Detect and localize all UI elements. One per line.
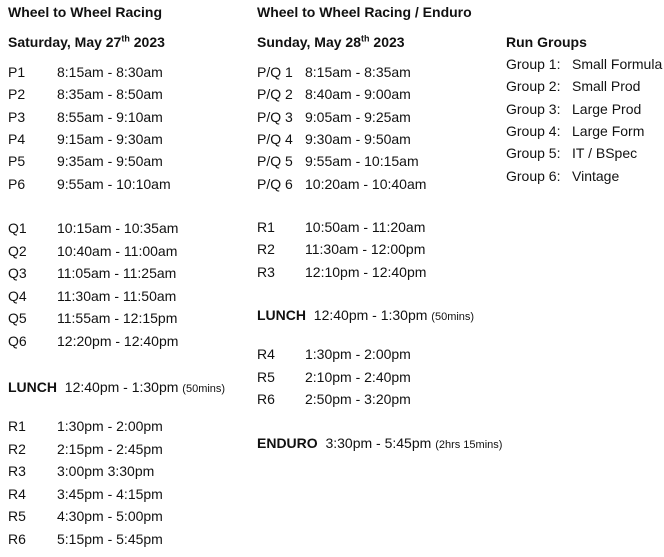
session-time: 8:15am - 8:30am bbox=[57, 64, 163, 80]
session-time: 9:55am - 10:15am bbox=[305, 153, 419, 170]
session-label: Q4 bbox=[8, 287, 27, 304]
session-label: R6 bbox=[257, 391, 275, 408]
schedule-row bbox=[8, 242, 178, 259]
schedule-row bbox=[257, 368, 411, 385]
schedule-row bbox=[257, 175, 427, 192]
session-time: 3:00pm 3:30pm bbox=[57, 463, 155, 480]
session-label: Q3 bbox=[8, 265, 27, 282]
session-time: 4:30pm - 5:00pm bbox=[57, 508, 163, 525]
schedule-row bbox=[8, 485, 163, 502]
schedule-row bbox=[8, 108, 163, 125]
session-time: 11:30am - 11:50am bbox=[57, 287, 177, 304]
session-label: R5 bbox=[8, 508, 26, 525]
schedule-row bbox=[257, 153, 419, 170]
saturday-title: Wheel to Wheel Racing bbox=[8, 4, 163, 20]
session-label: R6 bbox=[8, 531, 26, 547]
session-label: Q6 bbox=[8, 333, 27, 349]
session-label: P/Q 1 bbox=[257, 64, 293, 80]
session-time: 8:15am - 8:35am bbox=[305, 64, 411, 80]
session-label: R3 bbox=[8, 463, 26, 480]
session-label: P6 bbox=[8, 175, 26, 192]
session-time: 8:55am - 9:10am bbox=[57, 108, 163, 125]
schedule-row bbox=[257, 263, 427, 280]
schedule-row bbox=[8, 508, 163, 525]
schedule-row bbox=[8, 310, 178, 327]
sunday-lunch: LUNCH 12:40pm - 1:30pm (50mins) bbox=[257, 307, 475, 323]
session-time: 12:10pm - 12:40pm bbox=[305, 263, 427, 280]
schedule-row bbox=[8, 463, 155, 480]
session-label: P/Q 4 bbox=[257, 130, 293, 147]
group-label: Group 2: bbox=[506, 78, 561, 95]
session-time: 12:20pm - 12:40pm bbox=[57, 333, 179, 349]
session-time: 11:30am - 12:00pm bbox=[305, 241, 426, 258]
group-name: Small Formula bbox=[572, 56, 663, 72]
session-time: 10:20am - 10:40am bbox=[305, 175, 427, 192]
schedule-row bbox=[8, 287, 177, 304]
session-label: P/Q 5 bbox=[257, 153, 293, 170]
session-label: R1 bbox=[257, 219, 275, 235]
schedule-row bbox=[257, 86, 411, 103]
schedule-row bbox=[257, 130, 411, 147]
schedule-row bbox=[257, 241, 426, 258]
session-label: P5 bbox=[8, 153, 26, 170]
sunday-enduro: ENDURO 3:30pm - 5:45pm (2hrs 15mins) bbox=[257, 435, 503, 451]
run-groups-title: Run Groups bbox=[506, 34, 587, 50]
schedule-row bbox=[8, 86, 163, 103]
group-name: Large Form bbox=[572, 122, 645, 139]
group-name: Small Prod bbox=[572, 78, 641, 95]
session-time: 9:30am - 9:50am bbox=[305, 130, 411, 147]
session-label: R2 bbox=[8, 440, 26, 457]
group-label: Group 6: bbox=[506, 167, 561, 184]
session-label: R4 bbox=[8, 485, 26, 502]
group-label: Group 5: bbox=[506, 145, 561, 162]
session-time: 10:15am - 10:35am bbox=[57, 220, 179, 236]
session-label: P/Q 6 bbox=[257, 175, 293, 192]
session-time: 10:50am - 11:20am bbox=[305, 219, 426, 235]
session-label: Q5 bbox=[8, 310, 27, 327]
sunday-date: Sunday, May 28th 2023 bbox=[257, 33, 405, 50]
saturday-lunch: LUNCH 12:40pm - 1:30pm (50mins) bbox=[8, 379, 226, 395]
schedule-row bbox=[257, 108, 411, 125]
group-label: Group 1: bbox=[506, 56, 561, 72]
schedule-row bbox=[8, 440, 163, 457]
session-label: P3 bbox=[8, 108, 26, 125]
schedule-row bbox=[8, 175, 171, 192]
session-time: 9:05am - 9:25am bbox=[305, 108, 411, 125]
session-time: 11:55am - 12:15pm bbox=[57, 310, 178, 327]
schedule-row bbox=[8, 418, 163, 434]
session-label: R1 bbox=[8, 418, 26, 434]
group-name: Vintage bbox=[572, 167, 620, 184]
schedule-row bbox=[8, 153, 163, 170]
saturday-date: Saturday, May 27th 2023 bbox=[8, 33, 165, 50]
schedule-row bbox=[506, 122, 645, 139]
group-name: Large Prod bbox=[572, 100, 642, 117]
schedule-row bbox=[8, 64, 163, 80]
session-time: 10:40am - 11:00am bbox=[57, 242, 178, 259]
session-time: 8:40am - 9:00am bbox=[305, 86, 411, 103]
schedule-row bbox=[8, 333, 179, 349]
schedule-row bbox=[257, 64, 411, 80]
schedule-row bbox=[506, 78, 641, 95]
schedule-row bbox=[506, 56, 663, 72]
session-time: 2:15pm - 2:45pm bbox=[57, 440, 163, 457]
session-time: 8:35am - 8:50am bbox=[57, 86, 163, 103]
session-time: 9:35am - 9:50am bbox=[57, 153, 163, 170]
session-label: R2 bbox=[257, 241, 275, 258]
session-label: P/Q 2 bbox=[257, 86, 293, 103]
schedule-row bbox=[8, 531, 163, 547]
session-time: 5:15pm - 5:45pm bbox=[57, 531, 163, 547]
group-label: Group 4: bbox=[506, 122, 561, 139]
group-label: Group 3: bbox=[506, 100, 561, 117]
sunday-title: Wheel to Wheel Racing / Enduro bbox=[257, 4, 472, 20]
schedule-row bbox=[257, 219, 426, 235]
session-time: 1:30pm - 2:00pm bbox=[305, 346, 411, 362]
session-time: 9:55am - 10:10am bbox=[57, 175, 171, 192]
session-time: 2:10pm - 2:40pm bbox=[305, 368, 411, 385]
session-label: Q1 bbox=[8, 220, 27, 236]
session-label: P1 bbox=[8, 64, 26, 80]
session-label: R5 bbox=[257, 368, 275, 385]
session-time: 9:15am - 9:30am bbox=[57, 130, 163, 147]
session-label: P2 bbox=[8, 86, 26, 103]
schedule-row bbox=[8, 220, 179, 236]
schedule-row bbox=[257, 391, 411, 408]
session-label: P4 bbox=[8, 130, 26, 147]
session-label: P/Q 3 bbox=[257, 108, 293, 125]
schedule-row bbox=[506, 100, 642, 117]
session-time: 1:30pm - 2:00pm bbox=[57, 418, 163, 434]
session-label: Q2 bbox=[8, 242, 27, 259]
schedule-row bbox=[506, 167, 620, 184]
session-time: 11:05am - 11:25am bbox=[57, 265, 177, 282]
session-time: 2:50pm - 3:20pm bbox=[305, 391, 411, 408]
session-label: R4 bbox=[257, 346, 275, 362]
schedule-row bbox=[257, 346, 411, 362]
session-time: 3:45pm - 4:15pm bbox=[57, 485, 163, 502]
group-name: IT / BSpec bbox=[572, 145, 638, 162]
schedule-row bbox=[8, 130, 163, 147]
session-label: R3 bbox=[257, 263, 275, 280]
schedule-row bbox=[506, 145, 638, 162]
schedule-row bbox=[8, 265, 177, 282]
